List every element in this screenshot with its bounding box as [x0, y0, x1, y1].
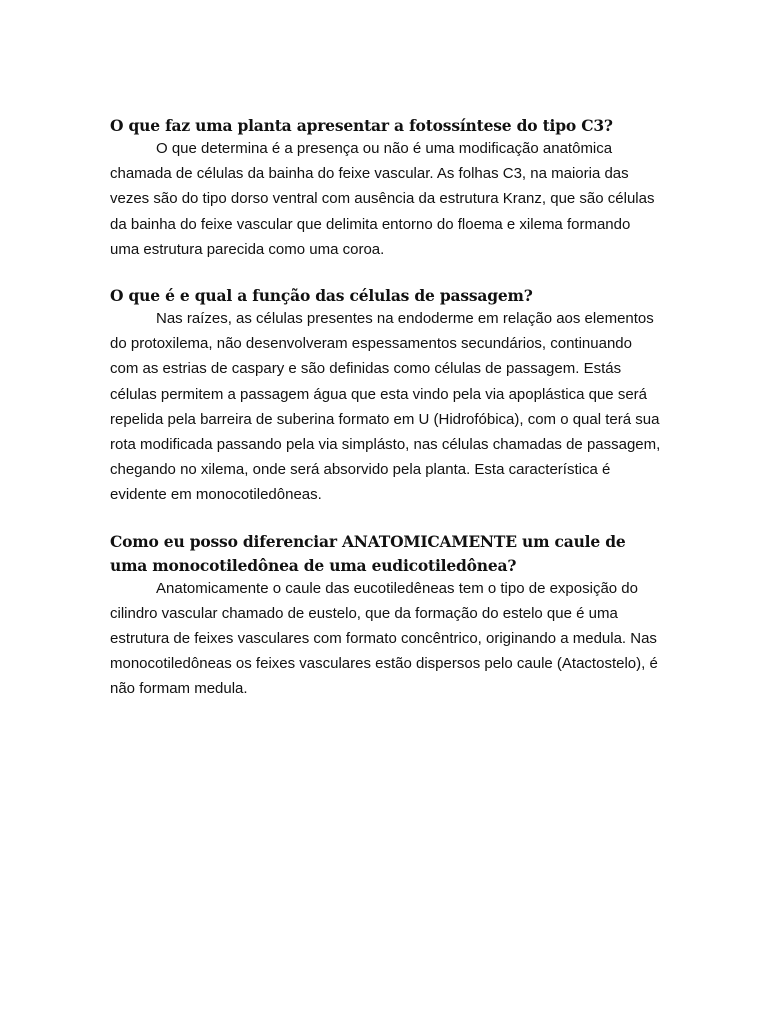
section-paragraph: Anatomicamente o caule das eucotiledêneas tem o tipo de exposição do cilindro vascular chamado de eustelo, que da formação do estelo que é uma estrutura de feixes vasculares com formato concêntrico, originando a medula. Nas monocotiledôneas os feixes vasculares estão dispersos pelo caule (Atactostelo), é não formam medula. — [110, 579, 658, 698]
section-stem-anatomy — [110, 530, 662, 702]
section-paragraph: O que determina é a presença ou não é uma modificação anatômica chamada de células da bainha do feixe vascular. As folhas C3, na maioria das vezes são do tipo dorso ventral com ausência da estrutura Kranz, que são células da bainha do feixe vascular que delimita entorno do floema e xilema formando uma estrutura parecida como uma coroa. — [110, 140, 655, 258]
section-paragraph: Nas raízes, as células presentes na endoderme em relação aos elementos do protoxilema, não desenvolveram espessamentos secundários, continuando com as estrias de caspary e são definidas como células de passagem. Estás células permitem a passagem água que esta vindo pela via apoplástica que será repelida pela barreira de suberina formato em U (Hidrofóbica), com o qual terá sua rota modificada passando pela via simplásto, nas células chamadas de passagem, chegando no xilema, onde será absorvido pela planta. Esta característica é evidente em monocotiledôneas. — [110, 310, 661, 504]
section-heading: O que faz uma planta apresentar a fotossíntese do tipo C3? — [110, 116, 613, 135]
section-passage-cells — [110, 284, 662, 508]
section-heading: O que é e qual a função das células de passagem? — [110, 286, 533, 306]
section-c3-photosynthesis — [110, 114, 662, 262]
section-heading: Como eu posso diferenciar ANATOMICAMENTE um caule de uma monocotiledônea de uma eudicotiledônea? — [110, 531, 626, 575]
document-content — [110, 114, 662, 702]
